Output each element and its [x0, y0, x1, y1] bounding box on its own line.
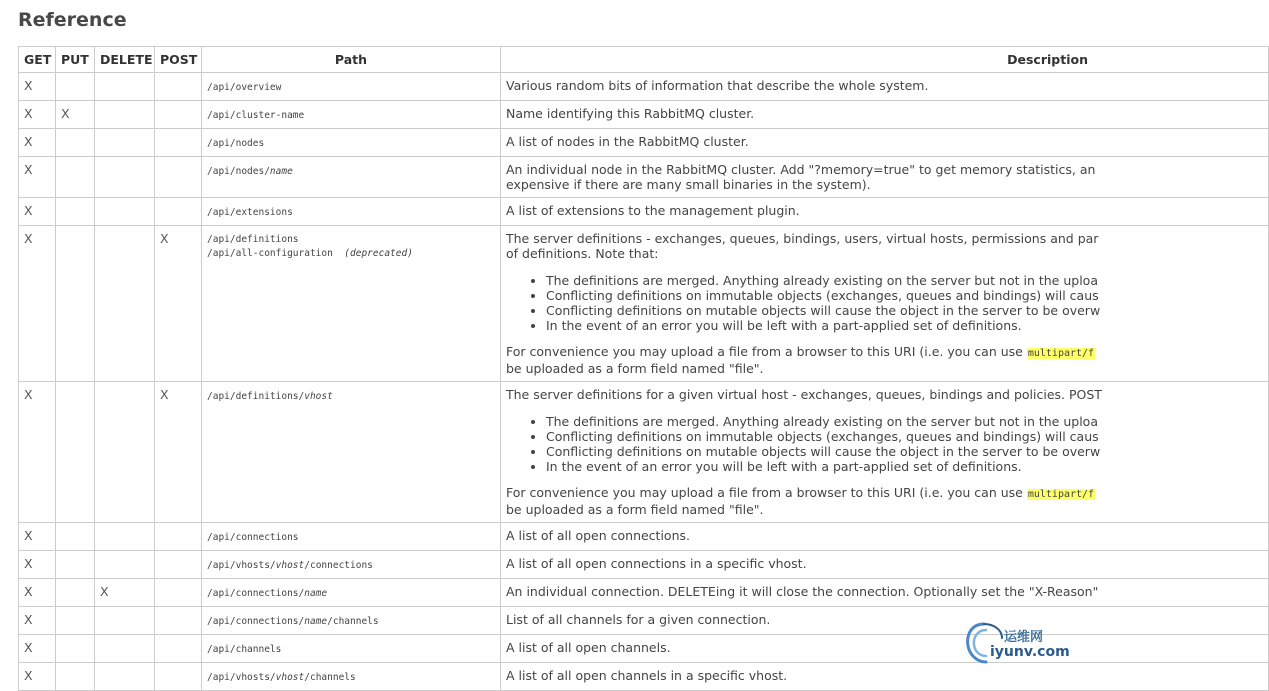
table-row	[19, 663, 1269, 691]
reference-table-container[interactable]	[18, 46, 1102, 683]
column-header-delete: DELETE	[95, 47, 155, 73]
path-prefix: /api/vhosts/	[207, 560, 276, 571]
get-cell: X	[19, 226, 56, 382]
table-row	[19, 129, 1269, 157]
table-row	[19, 157, 1269, 198]
table-row	[19, 579, 1269, 607]
list-item: • The definitions are merged. Anything already existing on the server but not in the uploa	[546, 414, 1263, 429]
get-cell: X	[19, 157, 56, 198]
put-cell	[56, 635, 95, 663]
post-cell	[155, 551, 202, 579]
delete-cell	[95, 523, 155, 551]
get-cell: X	[19, 607, 56, 635]
get-cell: X	[19, 635, 56, 663]
reference-table	[18, 46, 1269, 691]
description-cell: Various random bits of information that describe the whole system.	[501, 73, 1269, 101]
table-row	[19, 73, 1269, 101]
post-cell	[155, 157, 202, 198]
description-text: For convenience you may upload a file from a browser to this URI (i.e. you can use	[506, 485, 1023, 500]
path-variable: vhost	[275, 672, 305, 683]
description-cell	[501, 382, 1269, 523]
description-cell: A list of all open connections.	[501, 523, 1269, 551]
put-cell	[56, 579, 95, 607]
put-cell	[56, 523, 95, 551]
page-title: Reference	[18, 9, 127, 31]
path-cell: /api/cluster-name	[202, 101, 501, 129]
list-item: • Conflicting definitions on mutable objects will cause the object in the server to be overw	[546, 444, 1263, 459]
path-cell	[202, 382, 501, 523]
path-suffix: /channels	[304, 672, 356, 683]
table-row	[19, 607, 1269, 635]
path-prefix: /api/vhosts/	[207, 672, 276, 683]
post-cell	[155, 579, 202, 607]
list-item: • Conflicting definitions on mutable objects will cause the object in the server to be overw	[546, 303, 1263, 318]
description-cell: Name identifying this RabbitMQ cluster.	[501, 101, 1269, 129]
delete-cell	[95, 382, 155, 523]
highlighted-code: multipart/f	[1027, 348, 1095, 359]
path-cell	[202, 157, 501, 198]
table-row	[19, 635, 1269, 663]
path-cell	[202, 607, 501, 635]
list-item: • In the event of an error you will be left with a part-applied set of definitions.	[546, 318, 1263, 333]
path-cell: /api/channels	[202, 635, 501, 663]
table-header-row	[19, 47, 1269, 73]
description-cell	[501, 157, 1269, 198]
delete-cell	[95, 198, 155, 226]
table-row	[19, 523, 1269, 551]
path-line: /api/definitions	[207, 234, 299, 245]
description-cell: A list of all open channels.	[501, 635, 1269, 663]
list-item: • In the event of an error you will be left with a part-applied set of definitions.	[546, 459, 1263, 474]
put-cell	[56, 73, 95, 101]
description-cell	[501, 226, 1269, 382]
path-cell	[202, 663, 501, 691]
description-line: of definitions. Note that:	[506, 246, 659, 261]
description-line	[506, 485, 1263, 502]
path-cell: /api/extensions	[202, 198, 501, 226]
post-cell: X	[155, 226, 202, 382]
path-variable: vhost	[275, 560, 305, 571]
delete-cell	[95, 551, 155, 579]
path-prefix: /api/definitions/	[207, 391, 305, 402]
post-cell: X	[155, 382, 202, 523]
get-cell: X	[19, 73, 56, 101]
description-cell: A list of extensions to the management plugin.	[501, 198, 1269, 226]
delete-cell	[95, 73, 155, 101]
get-cell: X	[19, 551, 56, 579]
delete-cell	[95, 226, 155, 382]
watermark	[960, 620, 1068, 668]
get-cell: X	[19, 382, 56, 523]
path-line	[207, 247, 495, 261]
path-cell	[202, 551, 501, 579]
description-line	[506, 344, 1263, 361]
table-row	[19, 101, 1269, 129]
post-cell	[155, 73, 202, 101]
put-cell	[56, 129, 95, 157]
path-variable: name	[304, 588, 328, 599]
list-item: • The definitions are merged. Anything already existing on the server but not in the uploa	[546, 273, 1263, 288]
path-cell	[202, 226, 501, 382]
description-line: expensive if there are many small binaries in the system).	[506, 177, 871, 192]
post-cell	[155, 129, 202, 157]
path-text: /api/all-configuration	[207, 248, 333, 259]
delete-cell	[95, 157, 155, 198]
table-row	[19, 551, 1269, 579]
description-cell: A list of all open connections in a specific vhost.	[501, 551, 1269, 579]
post-cell	[155, 663, 202, 691]
path-prefix: /api/connections/	[207, 616, 305, 627]
table-row	[19, 198, 1269, 226]
description-cell: A list of nodes in the RabbitMQ cluster.	[501, 129, 1269, 157]
list-item: • Conflicting definitions on immutable objects (exchanges, queues and bindings) will caus	[546, 429, 1263, 444]
delete-cell	[95, 635, 155, 663]
get-cell: X	[19, 129, 56, 157]
description-line: An individual node in the RabbitMQ cluster. Add "?memory=true" to get memory statistics, an	[506, 162, 1096, 177]
path-suffix: /channels	[327, 616, 379, 627]
description-line: be uploaded as a form field named "file".	[506, 502, 764, 517]
description-cell: An individual connection. DELETEing it will close the connection. Optionally set the "X-Reason"	[501, 579, 1269, 607]
delete-cell	[95, 129, 155, 157]
path-prefix: /api/nodes/	[207, 166, 270, 177]
table-row	[19, 382, 1269, 523]
column-header-description: Description	[501, 47, 1269, 73]
watermark-chinese-text: 运维网	[1004, 630, 1044, 645]
column-header-post: POST	[155, 47, 202, 73]
column-header-put: PUT	[56, 47, 95, 73]
deprecated-note: (deprecated)	[344, 248, 413, 259]
path-cell	[202, 579, 501, 607]
description-cell: List of all channels for a given connection.	[501, 607, 1269, 635]
path-variable: name	[269, 166, 293, 177]
get-cell: X	[19, 663, 56, 691]
get-cell: X	[19, 523, 56, 551]
delete-cell	[95, 607, 155, 635]
description-line: be uploaded as a form field named "file".	[506, 361, 764, 376]
put-cell	[56, 663, 95, 691]
post-cell	[155, 607, 202, 635]
table-row	[19, 226, 1269, 382]
put-cell	[56, 157, 95, 198]
watermark-domain-text: iyunv.com	[990, 644, 1070, 660]
delete-cell: X	[95, 579, 155, 607]
description-cell: A list of all open channels in a specific vhost.	[501, 663, 1269, 691]
list-item: • Conflicting definitions on immutable objects (exchanges, queues and bindings) will caus	[546, 288, 1263, 303]
path-prefix: /api/connections/	[207, 588, 305, 599]
put-cell	[56, 382, 95, 523]
post-cell	[155, 635, 202, 663]
delete-cell	[95, 663, 155, 691]
put-cell	[56, 226, 95, 382]
get-cell: X	[19, 579, 56, 607]
path-suffix: /connections	[304, 560, 373, 571]
column-header-get: GET	[19, 47, 56, 73]
highlighted-code: multipart/f	[1027, 489, 1095, 500]
notes-list	[506, 273, 1263, 333]
path-variable: vhost	[304, 391, 333, 402]
get-cell: X	[19, 198, 56, 226]
path-variable: name	[304, 616, 328, 627]
notes-list	[506, 414, 1263, 474]
description-text: For convenience you may upload a file from a browser to this URI (i.e. you can use	[506, 344, 1023, 359]
description-line: The server definitions for a given virtual host - exchanges, queues, bindings and policies. POST	[506, 387, 1102, 402]
put-cell	[56, 551, 95, 579]
column-header-path: Path	[202, 47, 501, 73]
put-cell	[56, 198, 95, 226]
path-cell: /api/overview	[202, 73, 501, 101]
put-cell	[56, 607, 95, 635]
post-cell	[155, 101, 202, 129]
description-line: The server definitions - exchanges, queues, bindings, users, virtual hosts, permissions and par	[506, 231, 1099, 246]
delete-cell	[95, 101, 155, 129]
path-cell: /api/nodes	[202, 129, 501, 157]
path-cell: /api/connections	[202, 523, 501, 551]
get-cell: X	[19, 101, 56, 129]
post-cell	[155, 523, 202, 551]
put-cell: X	[56, 101, 95, 129]
post-cell	[155, 198, 202, 226]
